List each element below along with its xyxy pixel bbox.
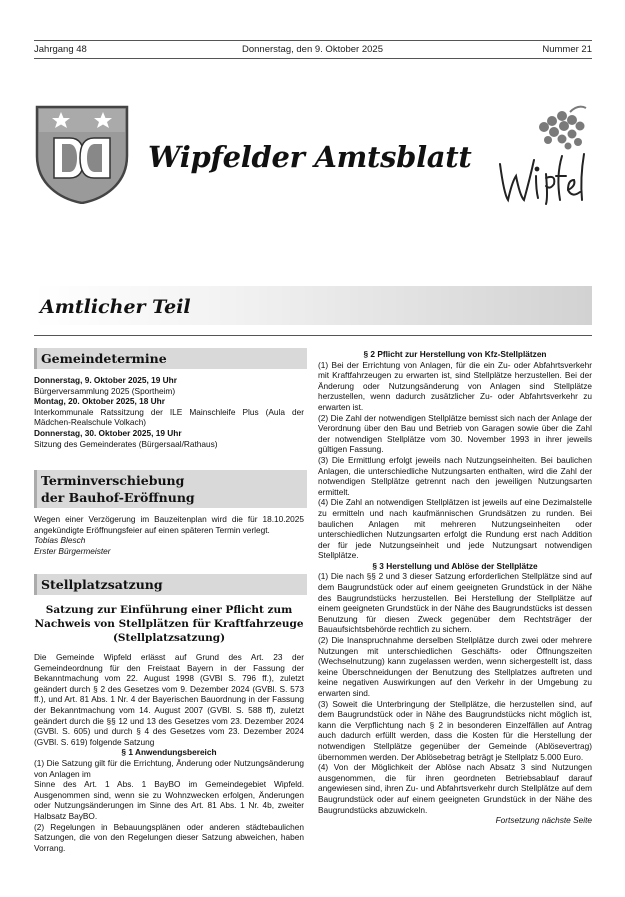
grapes-signature-logo — [492, 104, 592, 206]
signature-graphic — [500, 154, 584, 204]
paragraph-heading: § 1 Anwendungsbereich — [121, 747, 217, 758]
statute-title — [34, 603, 304, 645]
event-date: Montag, 20. Oktober 2025, 18 Uhr — [34, 396, 165, 407]
paragraph-heading: § 3 Herstellung und Ablöse der Stellplätze — [372, 560, 538, 571]
stellplatz-body — [34, 652, 304, 853]
issue-date: Donnerstag, den 9. Oktober 2025 — [241, 44, 383, 55]
paragraph-text: (2) Die Inanspruchnahme derselben Stellplätze durch zwei oder mehrere Nutzungen mit unterschiedlichen Geschäfts- oder Öffnungszeiten (Wechselnutzung) kann zugelassen werden, wenn sichergestellt ist, dass keine Überschneidungen der Benutzung des Stellplatzes auftreten und keine negativen Auswirkungen auf den Verkehr in der Umgebung zu erwarten sind. — [318, 635, 592, 698]
statute-title-line: (Stellplatzsatzung) — [112, 632, 226, 644]
paragraph-text: (1) Die nach §§ 2 und 3 dieser Satzung erforderlichen Stellplätze sind auf dem Baugrundstück oder auf einem geeigneten Grundstück in der Nähe des Baugrundstücks herzustellen. Bei Herstellung der Stellplätze auf einem geeigneten Grundstück in der Nähe des Baugrundstücks ist dessen Benutzung für diesen Zweck gegenüber dem Rechtsträger der Bauaufsichtsbehörde rechtlich zu sichern. — [318, 571, 592, 635]
stellplatz-heading: Stellplatzsatzung — [41, 577, 163, 592]
paragraph-text: (1) Die Satzung gilt für die Errichtung, Änderung oder Nutzungsänderung von Anlagen im — [34, 757, 304, 779]
statute-intro: Die Gemeinde Wipfeld erlässt auf Grund des Art. 23 der Gemeindeordnung für den Freistaat Bayern in der Fassung der Bekanntmachung vom 22. August 1998 (GVBl S. 796 ff.), zuletzt geändert durch § 2 des Gesetzes vom 9. Dezember 2024 (GVBl. S. 573 ff.), und Art. 81 Abs. 1 Nr. 4 der Bayerischen Bauordnung in der Fassung der Bekanntmachung vom 14. August 2007 (GVBl. S. 588 ff), zuletzt geändert durch die §§ 12 und 13 des Gesetzes vom 23. Dezember 2024 (GVBl. S. 605) und durch § 4 des Gesetzes vom 23. Dezember 2024 (GVBl. S. 619) folgende Satzung — [34, 652, 304, 747]
terminverschiebung-heading — [41, 472, 195, 506]
statute-title-line: Satzung zur Einführung einer Pflicht zum — [45, 604, 293, 616]
event-text: Interkommunale Ratssitzung der ILE Mainschleife Plus (Aula der Mädchen-Realschule Volkach) — [34, 406, 304, 428]
paragraph-text: (3) Die Ermittlung erfolgt jeweils nach Nutzungseinheiten. Bei baulichen Anlagen, die unterschiedliche Nutzungsarten enthalten, wird die Zahl der notwendigen Stellplätze getrennt nach den jeweiligen Nutzungsarten ermittelt. — [318, 454, 592, 497]
divider — [34, 335, 592, 336]
issue-number: Nummer 21 — [542, 44, 592, 55]
issue-volume: Jahrgang 48 — [34, 44, 87, 55]
paragraph-text: (1) Bei der Errichtung von Anlagen, für die ein Zu- oder Abfahrtsverkehr mit Kraftfahrzeugen zu erwarten ist, sind Stellplätze herzustellen. Bei der Änderung oder Nutzungsänderung von Anlagen sind Stellplätze herzustellen, wenn dadurch zusätzlicher Zu- oder Abfahrtsverkehr zu erwarten ist. — [318, 359, 592, 412]
signatory-name: Tobias Blesch — [34, 535, 86, 546]
paragraph-text: (4) Die Zahl an notwendigen Stellplätzen ist jeweils auf eine Dezimalstelle zu ermitteln und nach kaufmännischen Grundsätzen zu runden. Bei baulichen Anlagen mit mehreren Nutzungseinheiten oder unterschiedlichen Nutzungsarten erfolgt die Rundung erst nach Addition der für jede Nutzungseinheit und jede Nutzungsart notwendigen Stellplätze. — [318, 497, 592, 561]
continuation-note: Fortsetzung nächste Seite — [495, 815, 592, 826]
gemeindetermine-heading: Gemeindetermine — [41, 351, 167, 366]
statute-title-line: Nachweis von Stellplätzen für Kraftfahrzeuge — [34, 618, 304, 630]
header-bottom-rule — [34, 58, 592, 59]
paragraph-text: Sinne des Art. 1 Abs. 1 BayBO im Gemeindegebiet Wipfeld. Ausgenommen sind, wenn sie zu Wohnzwecken erfolgen, Änderungen oder Nutzungsänderungen im Sinne des Art. 81 Abs. 1 Nr. 4b, zweiter Halbsatz BayBO. — [34, 779, 304, 821]
grapes-icon — [539, 107, 586, 150]
heading-line: Terminverschiebung — [41, 473, 185, 488]
paragraph-text: (4) Von der Möglichkeit der Ablöse nach Absatz 3 sind Nutzungen ausgenommen, die für ihren geordneten Betriebsablauf darauf angewiesen sind, ihren Zu- und Abfahrtsverkehr durch Stellplätze auf dem Baugrundstück oder auf einem geeigneten Grundstück in der Nähe des Baugrundstücks abzuwickeln. — [318, 762, 592, 815]
terminverschiebung-body — [34, 514, 304, 556]
heading-line: der Bauhof-Eröffnung — [41, 490, 195, 505]
coat-of-arms-logo — [34, 104, 130, 204]
paragraph-text: (3) Soweit die Unterbringung der Stellplätze, die herzustellen sind, auf dem Baugrundstück oder in Nähe des Baugrundstücks nicht möglich ist, kann die Verpflichtung nach § 2 in besonderen Einzelfällen auf Antrag auch dadurch erfüllt werden, dass die Kosten für die Herstellung der notwendigen Stellplätze gegenüber der Gemeinde (Ablösevertrag) übernommen werden. Der Ablösebetrag beträgt je Stellplatz 5.000 Euro. — [318, 698, 592, 762]
header-top-rule — [34, 40, 592, 41]
signatory-role: Erster Bürgermeister — [34, 545, 111, 556]
event-text: Bürgerversammlung 2025 (Sportheim) — [34, 385, 176, 396]
event-date: Donnerstag, 30. Oktober 2025, 19 Uhr — [34, 427, 182, 438]
event-date: Donnerstag, 9. Oktober 2025, 19 Uhr — [34, 375, 177, 385]
notice-text: Wegen einer Verzögerung im Bauzeitenplan wird die für 18.10.2025 angekündigte Eröffnungsfeier auf einen späteren Termin verlegt. — [34, 514, 304, 535]
paragraph-text: (2) Die Zahl der notwendigen Stellplätze bemisst sich nach der Anlage der Verordnung über den Bau und Betrieb von Garagen sowie über die Zahl der notwendigen Stellplätze vom 30. November 1993 in ihrer jeweils gültigen Fassung. — [318, 412, 592, 455]
gemeindetermine-list — [34, 375, 304, 449]
masthead-title: Wipfelder Amtsblatt — [148, 140, 472, 174]
paragraph-heading: § 2 Pflicht zur Herstellung von Kfz-Stellplätzen — [363, 349, 547, 359]
event-text: Sitzung des Gemeinderates (Bürgersaal/Rathaus) — [34, 438, 218, 449]
section-title: Amtlicher Teil — [40, 296, 191, 318]
paragraph-text: (2) Regelungen in Bebauungsplänen oder anderen städtebaulichen Satzungen, die von den Regelungen dieser Satzung abweichen, haben Vorrang. — [34, 821, 304, 853]
right-column — [318, 349, 592, 826]
